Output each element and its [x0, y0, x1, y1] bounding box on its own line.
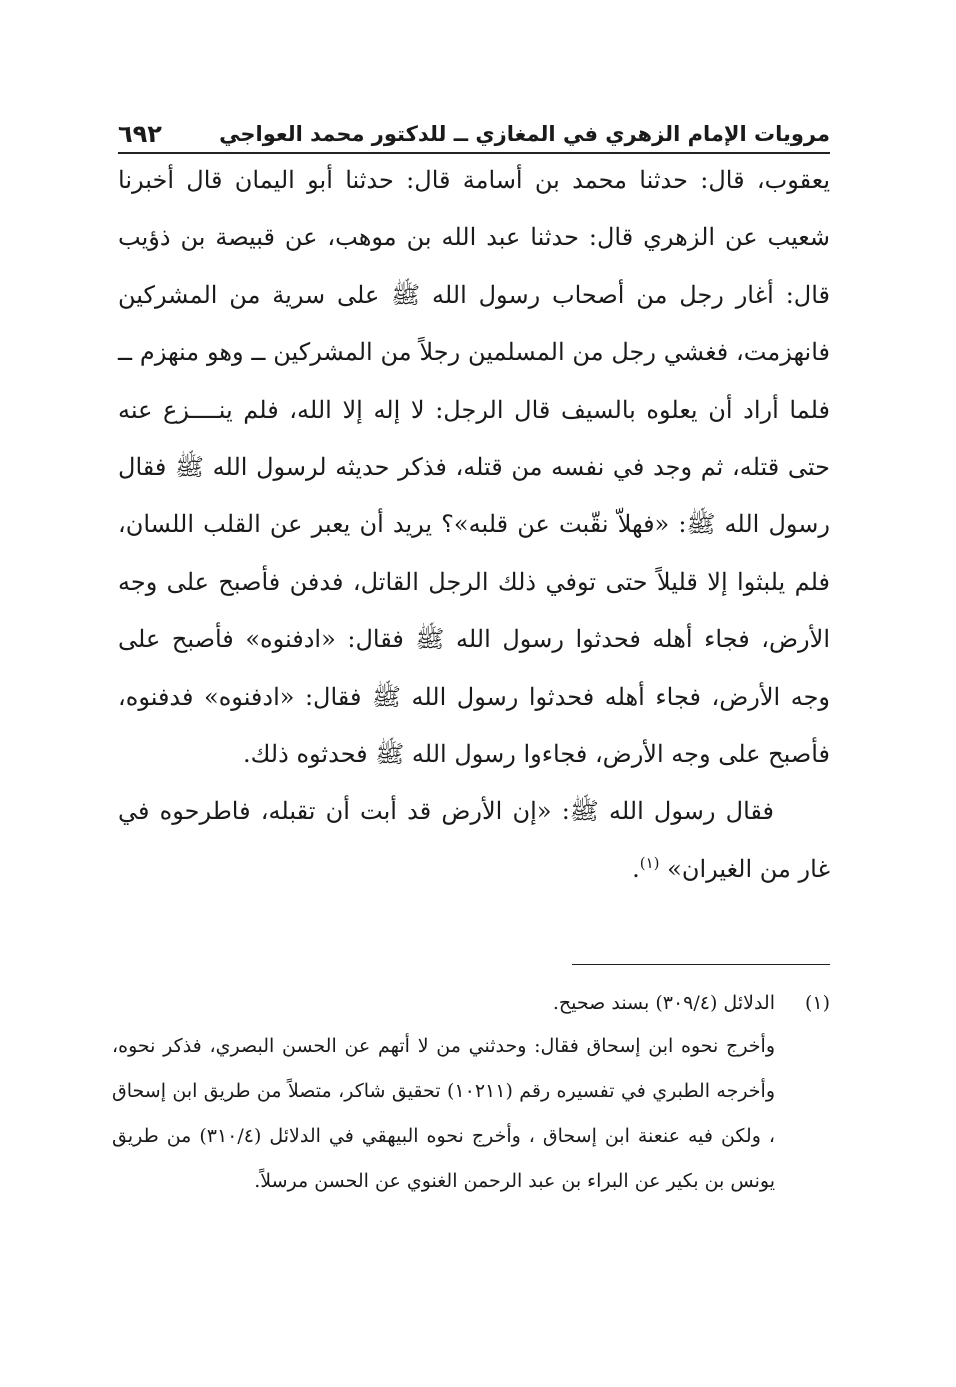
page-number: ٦٩٢ — [118, 120, 162, 148]
footnote-source: الدلائل (٣٠٩/٤) بسند صحيح. — [552, 992, 775, 1014]
footnote-item — [112, 988, 830, 1018]
footnote-reference: (١) — [639, 853, 660, 872]
paragraph: يعقوب، قال: حدثنا محمد بن أسامة قال: حدثنا أبو اليمان قال أخبرنا شعيب عن الزهري قال: حدثنا عبد الله بن موهب، عن قبيصة بن ذؤيب قال: أغار رجل من أصحاب رسول الله ﷺ على سرية من المشركين فانهزمت، فغشي رجل من المسلمين رجلاً من المشركين ــ وهو منهزم ــ فلما أراد أن يعلوه بالسيف قال الرجل: لا إله إلا الله، فلم ينــــزع عنه حتى قتله، ثم وجد في نفسه من قتله، فذكر حديثه لرسول الله ﷺ فقال رسول الله ﷺ: «فهلاّ نقّبت عن قلبه»؟ يريد أن يعبر عن القلب اللسان، فلم يلبثوا إلا قليلاً حتى توفي ذلك الرجل القاتل، فدفن فأصبح على وجه الأرض، فجاء أهله فحدثوا رسول الله ﷺ فقال: «ادفنوه» فأصبح على وجه الأرض، فجاء أهله فحدثوا رسول الله ﷺ فقال: «ادفنوه» فدفنوه، فأصبح على وجه الأرض، فجاءوا رسول الله ﷺ فحدثوه ذلك. — [118, 166, 830, 769]
footnote-text: وأخرج نحوه ابن إسحاق فقال: وحدثني من لا أتهم عن الحسن البصري، فذكر نحوه، وأخرجه الطبري في تفسيره رقم (١٠٢١١) تحقيق شاكر، متصلاً من طريق ابن إسحاق ، ولكن فيه عنعنة ابن إسحاق ، وأخرج نحوه البيهقي في الدلائل (٣١٠/٤) من طريق يونس بن بكير عن البراء بن عبد الرحمن الغنوي عن الحسن مرسلاً. — [112, 1035, 776, 1192]
footnote-marker: (١) — [804, 992, 830, 1014]
footnote-separator — [572, 964, 830, 965]
paragraph-text: فقال رسول الله ﷺ: «إن الأرض قد أبت أن تقبله، فاطرحوه في غار من الغيران» — [118, 797, 830, 883]
footnotes — [112, 988, 830, 1204]
sentence-end: . — [632, 854, 640, 883]
main-text — [118, 152, 830, 898]
running-header — [118, 112, 830, 154]
paragraph — [118, 783, 830, 898]
header-title: مرويات الإمام الزهري في المغازي ــ للدكتور محمد العواجي — [219, 122, 830, 146]
